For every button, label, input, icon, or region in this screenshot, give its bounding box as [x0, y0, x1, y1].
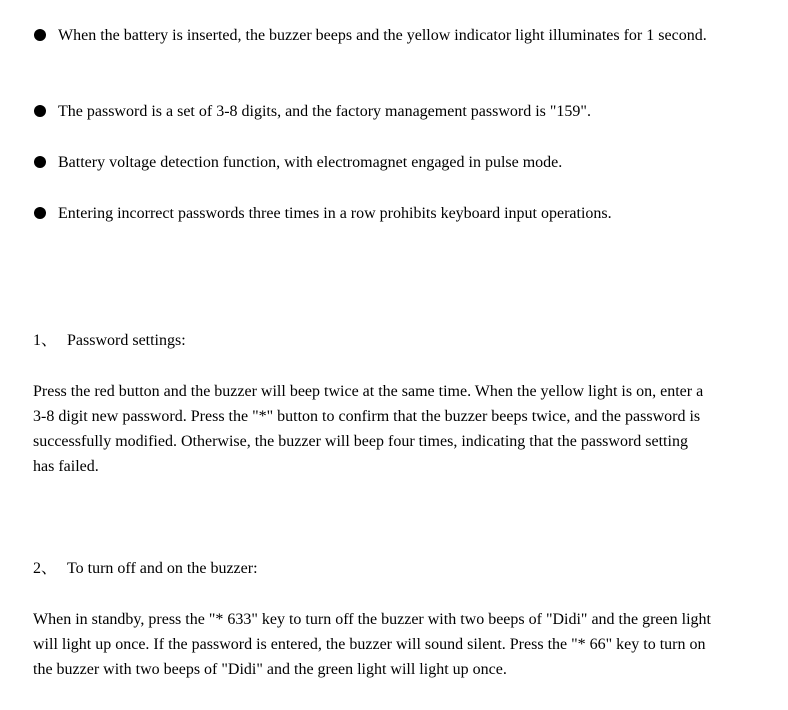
bullet-item-battery-insert [33, 23, 713, 48]
bullet-dot-icon [34, 105, 46, 117]
bullet-item-password-format [33, 99, 713, 124]
bullet-text: Battery voltage detection function, with electromagnet engaged in pulse mode. [58, 154, 563, 171]
section-number: 1、 [33, 332, 58, 349]
section-title: To turn off and on the buzzer: [67, 560, 258, 577]
section-title: Password settings: [67, 332, 186, 349]
section-heading-buzzer-toggle [33, 556, 258, 581]
bullet-text: When the battery is inserted, the buzzer beeps and the yellow indicator light illuminates for 1 second. [58, 27, 707, 44]
bullet-dot-icon [34, 156, 46, 168]
bullet-text: The password is a set of 3-8 digits, and the factory management password is "159". [58, 103, 591, 120]
bullet-dot-icon [34, 29, 46, 41]
bullet-item-incorrect-passwords [33, 201, 713, 226]
section-heading-password-settings [33, 328, 186, 353]
bullet-dot-icon [34, 207, 46, 219]
section-number: 2、 [33, 560, 58, 577]
section-body-buzzer-toggle: When in standby, press the "* 633" key to turn off the buzzer with two beeps of "Didi" and the green light will light up once. If the password is entered, the buzzer will sound silent. Press the "* 66" key to turn on the buzzer with two beeps of "Didi" and the green light will light up once. [33, 611, 711, 678]
bullet-text: Entering incorrect passwords three times in a row prohibits keyboard input operations. [58, 205, 612, 222]
bullet-item-battery-voltage [33, 150, 713, 175]
section-body-password-settings: Press the red button and the buzzer will beep twice at the same time. When the yellow light is on, enter a 3-8 digit new password. Press the "*" button to confirm that the buzzer beeps twice, and the password is successfully modified. Otherwise, the buzzer will beep four times, indicating that the password setting has failed. [33, 383, 704, 475]
